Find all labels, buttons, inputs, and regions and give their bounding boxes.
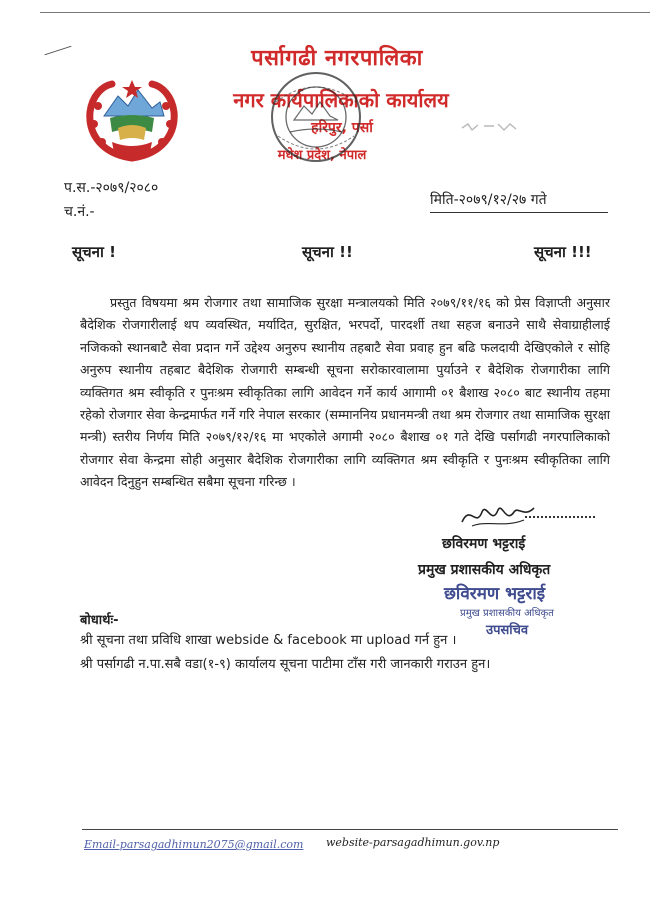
- notice-date: मिति-२०७९/१२/२७ गते: [430, 192, 547, 208]
- municipality-name: पर्सागढी नगरपालिका: [251, 46, 423, 71]
- seal-rank: उपसचिव: [486, 623, 529, 638]
- top-border-line: [40, 12, 650, 13]
- dispatch-number: च.नं.-: [64, 204, 95, 220]
- cc-label: बोधार्थः-: [80, 613, 119, 628]
- cc-item: श्री पर्सागढी न.पा.सबै वडा(१-९) कार्यालय सूचना पाटीमा टाँस गरी जानकारी गराउन हुन।: [80, 657, 491, 672]
- date-underline: [430, 212, 608, 213]
- nepal-emblem-icon: [82, 66, 182, 164]
- footer-email-link[interactable]: Email-parsagadhimun2075@gmail.com: [84, 838, 304, 851]
- office-province: मधेश प्रदेश, नेपाल: [277, 148, 367, 163]
- cc-item: श्री सूचना तथा प्रविधि शाखा webside & facebook मा upload गर्न हुन ।: [80, 633, 457, 648]
- office-address: हरिपुर, पर्सा: [311, 120, 373, 136]
- office-name: नगर कार्यपालिकाको कार्यालय: [233, 88, 449, 112]
- scan-mark: [45, 46, 72, 56]
- notice-heading-middle: सूचना !!: [302, 243, 353, 261]
- reference-number: प.स.-२०७९/२०८०: [64, 180, 159, 196]
- seal-title: प्रमुख प्रशासकीय अधिकृत: [460, 608, 554, 619]
- municipality-stamp-icon: [256, 62, 376, 172]
- signer-title: प्रमुख प्रशासकीय अधिकृत: [418, 562, 551, 578]
- notice-heading-left: सूचना !: [72, 243, 116, 261]
- notice-body-paragraph: प्रस्तुत विषयमा श्रम रोजगार तथा सामाजिक सुरक्षा मन्त्रालयको मिति २०७९/११/१६ को प्रेस विज्ञाप्ती अनुसार बैदेशिक रोजगारीलाई थप व्यवस्थित, मर्यादित, सुरक्षित, भरपर्दो, पारदर्शी तथा सहज बनाउने साथै सेवाग्राहीलाई नजिकको स्थानबाटै सेवा प्रदान गर्ने उद्देश्य अनुरुप स्थानीय तहबाटै सेवा प्रवाह हुन बढि फलदायी देखिएकोले र सोहि अनुरुप स्थानीय तहबाट बैदेशिक रोजगारी सम्बन्धी सूचना सरोकारवालामा पुर्याउने र बैदेशिक रोजगारीका लागि व्यक्तिगत श्रम स्वीकृति र पुनःश्रम स्वीकृतिका लागि आवेदन गर्ने कार्य आगामी ०१ बैशाख २०८० बाट स्थानीय तहमा रहेको रोजगार सेवा केन्द्रमार्फत गर्ने गरि नेपाल सरकार (सम्माननिय प्रधानमन्त्री तथा श्रम रोजगार तथा सामाजिक सुरक्षा मन्त्री) स्तरीय निर्णय मिति २०७९/१२/१६ मा भएकोले अगामी २०८० बैशाख ०१ गते देखि पर्सागढी नगरपालिकाको रोजगार सेवा केन्द्रमा सोही अनुसार बैदेशिक रोजगारीका लागि व्यक्तिगत श्रम स्वीकृति र पुनःश्रम स्वीकृतिका लागि आवेदन दिनुहुन सम्बन्धित सबैमा सूचना गरिन्छ ।: [80, 295, 610, 490]
- signer-name: छविरमण भट्टराई: [442, 536, 526, 552]
- footer-website: website-parsagadhimun.gov.np: [326, 836, 500, 849]
- seal-name: छविरमण भट्टराई: [444, 584, 546, 604]
- handwritten-signature-icon: [458, 498, 538, 532]
- notice-heading-right: सूचना !!!: [534, 243, 592, 261]
- faint-stamp-mark: [460, 120, 520, 134]
- footer-rule: [82, 829, 618, 830]
- signature-dotted-line: [525, 516, 595, 518]
